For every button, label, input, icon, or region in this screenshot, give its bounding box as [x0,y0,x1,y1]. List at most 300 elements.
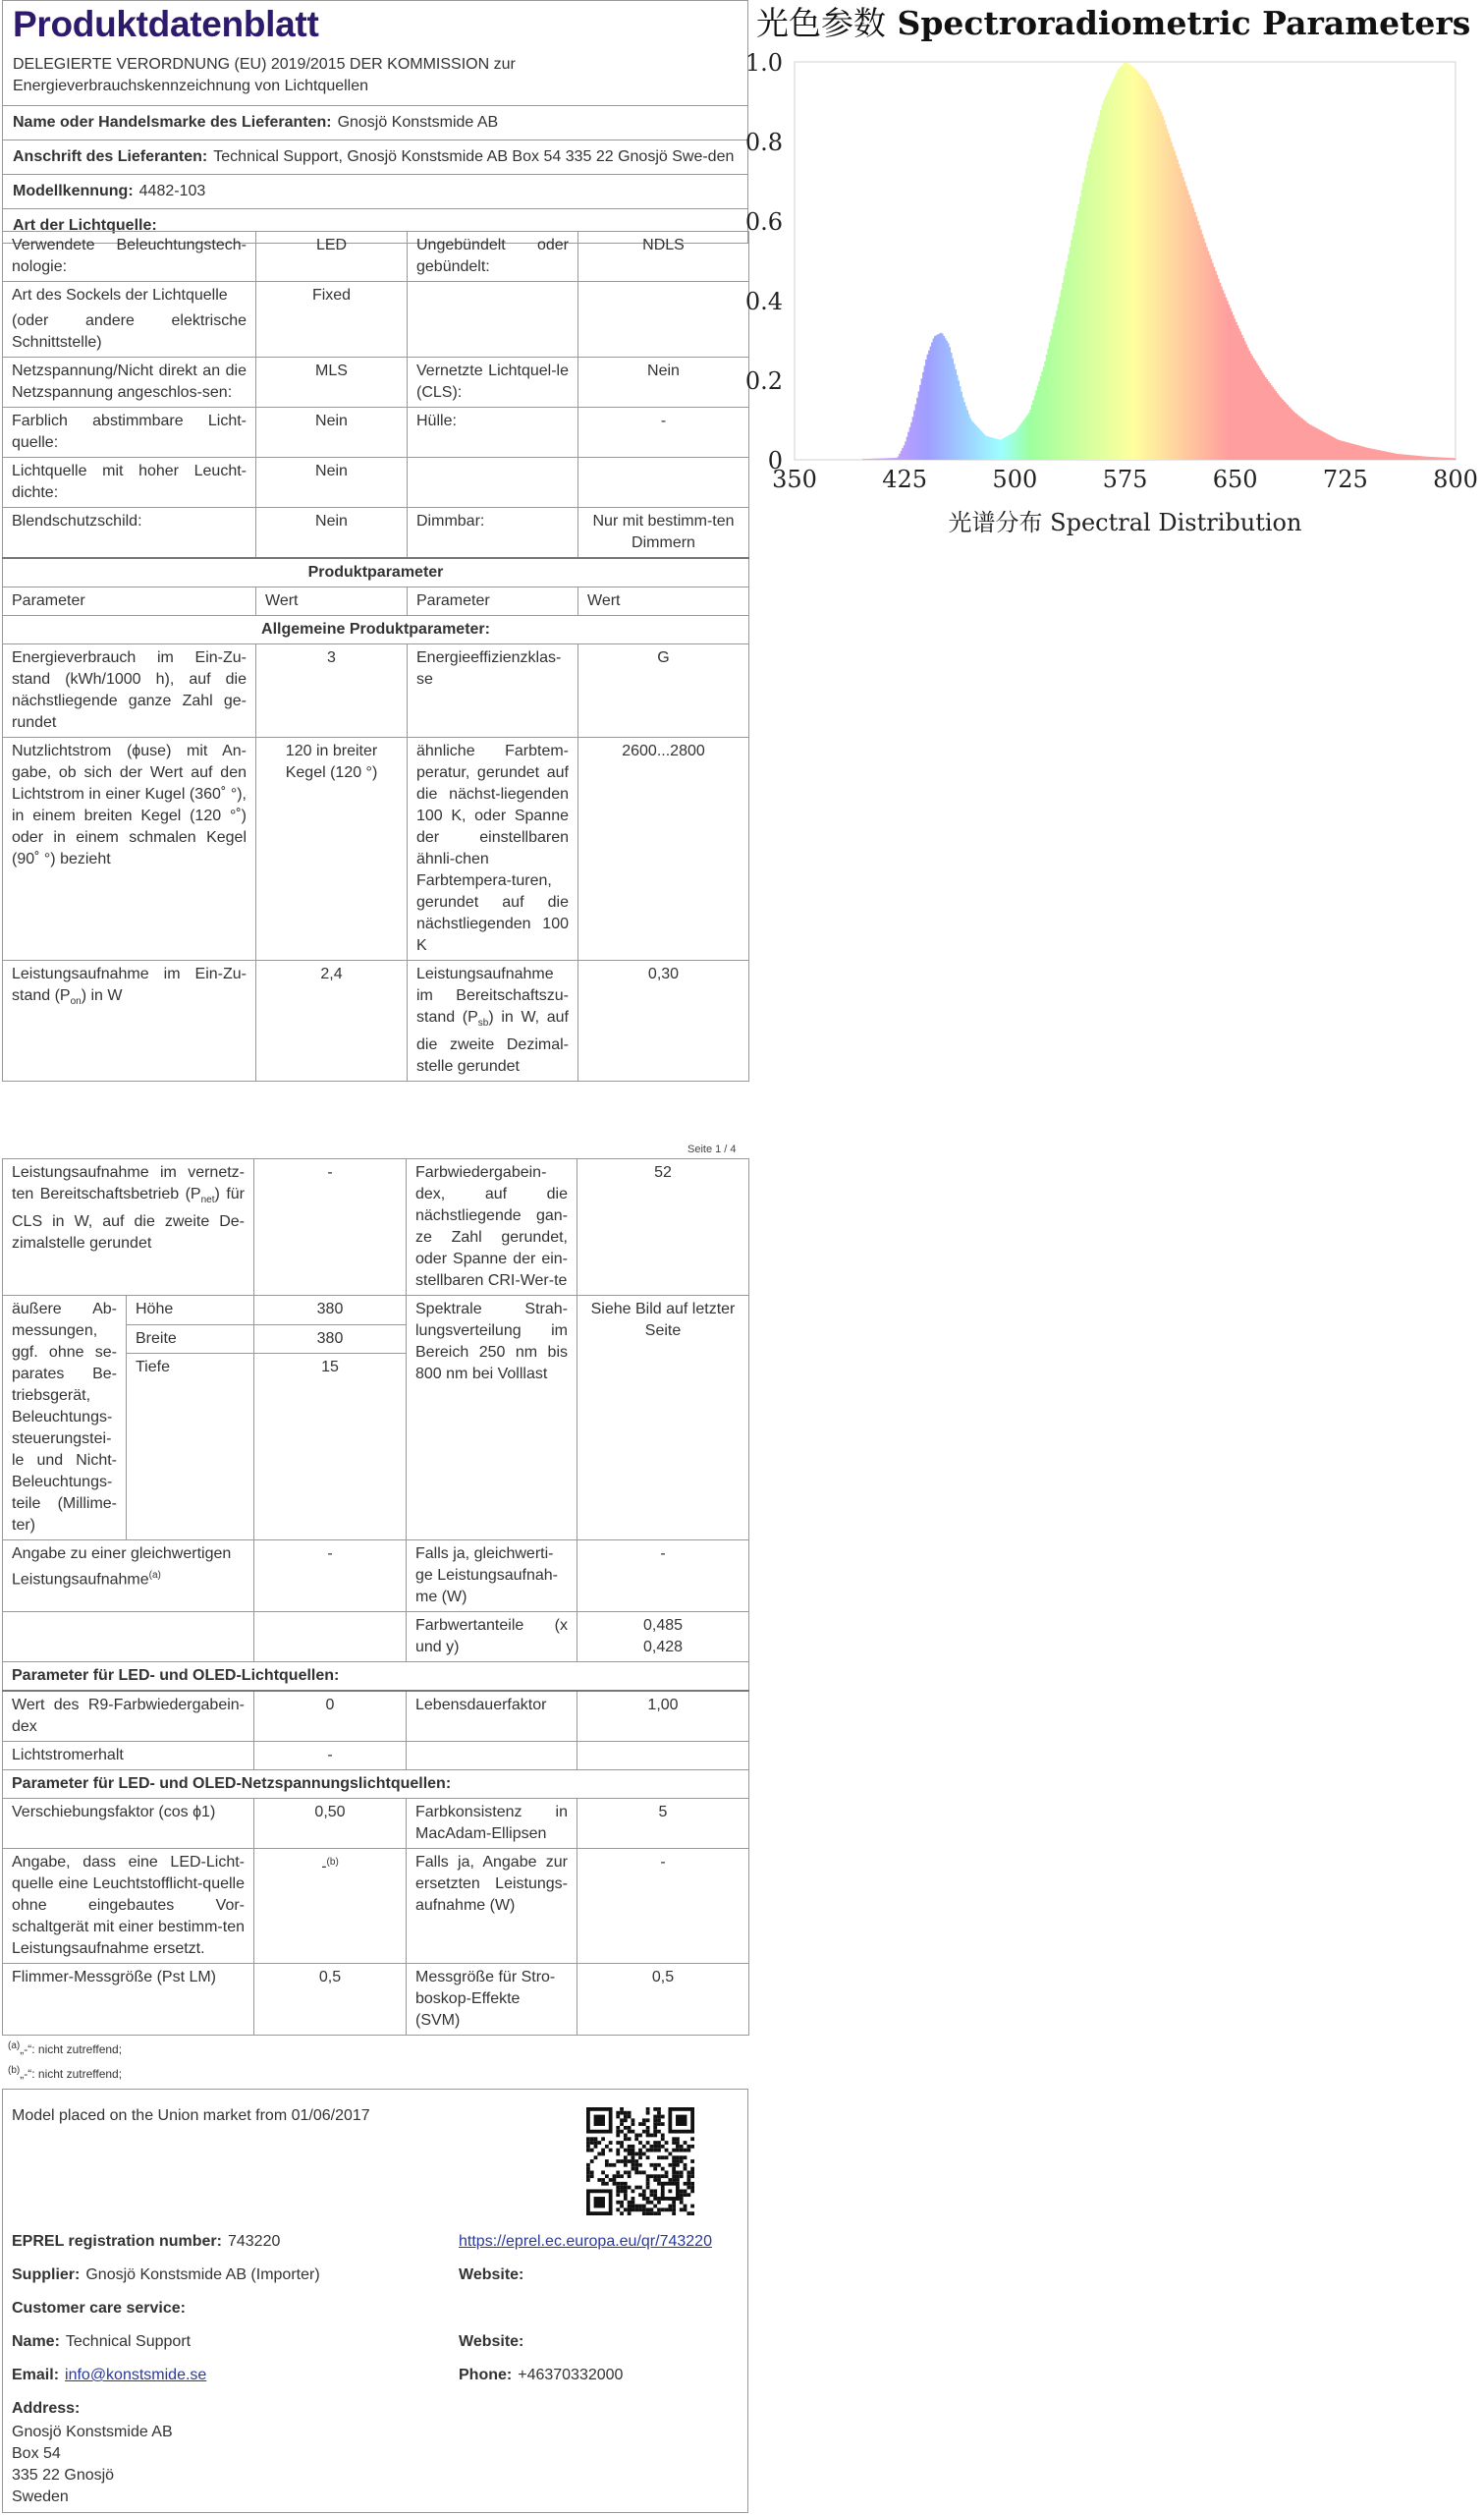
footnote-b [8,2064,122,2082]
qr-module [646,2149,650,2152]
qr-module [624,2163,628,2167]
qr-module [665,2208,669,2211]
qr-module [653,2134,657,2138]
address-line: Gnosjö Konstsmide AB [12,2423,173,2440]
qr-module [653,2115,657,2119]
table-row [3,1540,749,1612]
qr-module [672,2178,676,2182]
footnote-text: „-“: nicht zutreffend; [20,2067,123,2081]
qr-module [661,2145,665,2149]
qr-module [680,2201,684,2205]
table-cell: - [254,1159,407,1296]
column-header: Parameter [3,587,256,616]
spectral-chart [744,0,1484,550]
qr-module [680,2145,684,2149]
table-cell: Messgröße für Stro-boskop-Effekte (SVM) [407,1964,577,2036]
qr-module [649,2208,653,2211]
table-cell: 2600...2800 [578,738,749,961]
qr-module [649,2211,653,2215]
column-header: Wert [578,587,749,616]
x-tick-label: 725 [1322,466,1368,493]
qr-module [676,2178,680,2182]
website-info [459,2264,529,2286]
y-tick-label: 1.0 [744,49,783,77]
qr-module [687,2145,690,2149]
qr-module [646,2182,650,2186]
qr-module [653,2141,657,2145]
qr-module [638,2208,642,2211]
qr-module [680,2155,684,2159]
qr-module [628,2208,632,2211]
qr-module [616,2115,620,2119]
address-line: Sweden [12,2487,69,2505]
table-cell: 380 [254,1296,407,1325]
subtitle-line: DELEGIERTE VERORDNUNG (EU) 2019/2015 DER KOMMISSION zur [13,56,516,73]
qr-module [680,2149,684,2152]
qr-module [616,2149,620,2152]
section-header-row [3,1770,749,1799]
qr-module [653,2167,657,2171]
table-cell: 0,5 [254,1964,407,2036]
qr-module [657,2182,661,2186]
table-cell: Falls ja, gleichwerti-ge Leistungsaufnah-me (W) [407,1540,577,1612]
qr-module [649,2193,653,2197]
qr-module [672,2167,676,2171]
qr-module [665,2141,669,2145]
table-row [3,1296,749,1325]
table-cell: Verschiebungsfaktor (cos ϕ1) [3,1799,254,1849]
qr-module [597,2141,601,2145]
spectrum-plot [744,0,1484,550]
address-line: Box 54 [12,2444,61,2462]
address-lines [12,2422,173,2508]
qr-module [661,2167,665,2171]
table-cell: 2,4 [256,961,408,1082]
qr-module [680,2208,684,2211]
contact-phone [459,2365,623,2386]
table-row [3,1742,749,1770]
qr-module [586,2170,590,2174]
qr-module [616,2174,620,2178]
product-table-2 [2,1158,749,2036]
section-header: Allgemeine Produktparameter: [3,616,749,644]
table-row [3,508,749,559]
qr-module [690,2205,694,2208]
qr-module [653,2126,657,2130]
address-label: Anschrift des Lieferanten: [13,148,208,165]
cell-text: ) in W [81,987,123,1004]
table-cell: Spektrale Strah-lungsverteilung im Bereich 250 nm bis 800 nm bei Volllast [407,1296,577,1540]
qr-module [632,2122,635,2126]
subscript: sb [477,1018,489,1030]
model-value: 4482-103 [138,183,206,199]
qr-module [684,2163,687,2167]
table-cell: - [577,1849,749,1964]
qr-module [690,2137,694,2141]
chart-title-en: Spectroradiometric Parameters [897,4,1471,42]
qr-module [632,2201,635,2205]
qr-module [657,2163,661,2167]
qr-module [687,2186,690,2190]
table-cell: Nein [256,508,408,559]
qr-module [616,2193,620,2197]
qr-module [634,2163,638,2167]
eprel-number: 743220 [227,2233,281,2250]
qr-module [628,2186,632,2190]
qr-module [690,2189,694,2193]
table-cell [578,282,749,358]
qr-module [676,2141,680,2145]
table-cell: Angabe, dass eine LED-Licht-quelle eine Leuchtstofflicht-quelle ohne eingebautes Vor-schaltgerät mit einer bestimm-ten Leistungsaufnahme ersetzt. [3,1849,254,1964]
table-row [3,1964,749,2036]
address-block [12,2398,173,2508]
qr-module [672,2141,676,2145]
qr-module [657,2174,661,2178]
qr-module [657,2149,661,2152]
table-cell: - [577,1540,749,1612]
table-cell: Dimmbar: [408,508,578,559]
qr-module [634,2134,638,2138]
section-header: Parameter für LED- und OLED-Netzspannungslichtquellen: [3,1770,749,1799]
qr-module [665,2149,669,2152]
qr-module [638,2149,642,2152]
table-cell: Nein [256,458,408,508]
model-row [3,175,747,209]
qr-module [672,2174,676,2178]
qr-module [586,2178,590,2182]
qr-module [590,2170,594,2174]
qr-module [628,2159,632,2163]
qr-module [687,2149,690,2152]
qr-module [638,2163,642,2167]
qr-module [653,2107,657,2111]
table-cell: Lichtquelle mit hoher Leucht-dichte: [3,458,256,508]
table-cell: Nein [578,358,749,408]
qr-module [620,2145,624,2149]
x-axis-label: 光谱分布 Spectral Distribution [948,509,1302,536]
model-label: Modellkennung: [13,183,134,199]
qr-module [632,2208,635,2211]
table-row [3,232,749,282]
cell-text: Leistungsaufnahme im Bereitschaftszu-stand (P [416,966,569,1026]
qr-module [597,2178,601,2182]
qr-module [657,2115,661,2119]
qr-module [657,2155,661,2159]
qr-module [661,2122,665,2126]
website-label: Website: [459,2333,524,2350]
eprel-registration [12,2231,280,2253]
qr-module [646,2201,650,2205]
qr-module [620,2186,624,2190]
qr-module [649,2189,653,2193]
qr-module [642,2130,646,2134]
qr-module [649,2174,653,2178]
table-row [3,1691,749,1742]
qr-module [624,2118,628,2122]
qr-module [616,2182,620,2186]
type-label: Art der Lichtquelle: [13,217,157,234]
qr-module [642,2193,646,2197]
contact-email [12,2365,206,2386]
qr-module [657,2130,661,2134]
y-tick-label: 0.8 [744,129,783,156]
supplier-label: Supplier: [12,2266,81,2283]
qr-module [661,2134,665,2138]
cell-line: (oder andere elektrische Schnittstelle) [12,312,247,351]
table-row [3,1612,749,1662]
table-row [3,644,749,738]
qr-module [642,2189,646,2193]
qr-module [620,2111,624,2115]
footnote-mark: (b) [8,2065,21,2076]
qr-module [632,2149,635,2152]
address-row [3,140,747,175]
eprel-link[interactable]: https://eprel.ec.europa.eu/qr/743220 [459,2233,712,2250]
table-cell: Siehe Bild auf letzter Seite [577,1296,749,1540]
column-header: Parameter [408,587,578,616]
qr-module [690,2170,694,2174]
qr-module [638,2122,642,2126]
qr-module [687,2193,690,2197]
table-cell [407,1742,577,1770]
qr-module [642,2211,646,2215]
qr-module [628,2201,632,2205]
qr-module [657,2178,661,2182]
qr-module [642,2208,646,2211]
table-cell: MLS [256,358,408,408]
footnote-ref: (b) [326,1857,339,1868]
table-cell [577,1612,749,1662]
qr-module [661,2208,665,2211]
y-tick-label: 0.2 [744,367,783,395]
email-link[interactable]: info@konstsmide.se [65,2367,207,2383]
qr-module [632,2118,635,2122]
qr-module [684,2149,687,2152]
qr-module [632,2145,635,2149]
qr-module [634,2159,638,2163]
table-row [3,358,749,408]
qr-module [653,2174,657,2178]
qr-module [613,2163,617,2167]
chart-title-zh: 光色参数 [756,4,886,42]
qr-module [653,2211,657,2215]
table-cell [577,1742,749,1770]
qr-module [586,2163,590,2167]
qr-module [676,2137,680,2141]
qr-module [687,2174,690,2178]
cell-line: 0,485 [642,1617,684,1634]
subscript: net [200,1195,215,1206]
qr-module [620,2118,624,2122]
qr-module [676,2149,680,2152]
qr-module [653,2130,657,2134]
x-tick-label: 350 [772,466,817,493]
qr-module [634,2167,638,2171]
y-tick-label: 0 [767,447,783,475]
qr-module [605,2163,609,2167]
qr-module [653,2193,657,2197]
qr-module [609,2141,613,2145]
qr-module [653,2118,657,2122]
qr-code[interactable] [586,2107,694,2215]
qr-module [657,2118,661,2122]
eprel-link-wrap [459,2231,712,2253]
eprel-label: EPREL registration number: [12,2233,222,2250]
cell-text: Leistungsaufnahme im Ein-Zu-stand (P [12,966,247,1004]
section-header: Parameter für LED- und OLED-Lichtquellen: [3,1662,749,1692]
qr-module [624,2197,628,2201]
qr-module [657,2197,661,2201]
subtitle-line: Energieverbrauchskennzeichnung von Lichtquellen [13,78,369,94]
qr-module [620,2141,624,2145]
qr-module [668,2205,672,2208]
qr-module [665,2155,669,2159]
qr-module [661,2137,665,2141]
dimensions-label: äußere Ab-messungen, ggf. ohne se-parates Be-triebsgerät, Beleuchtungs-steuerungstei-le und Nicht-Beleuchtungs-teile (Millime-ter) [3,1296,127,1540]
qr-module [605,2174,609,2178]
qr-module [634,2137,638,2141]
supplier-value: Gnosjö Konstsmide AB [337,114,499,131]
footnote-a [8,2040,122,2057]
qr-module [690,2159,694,2163]
product-table-1 [2,231,749,1082]
qr-module [638,2170,642,2174]
qr-module [634,2205,638,2208]
qr-module [601,2137,605,2141]
qr-module [646,2111,650,2115]
table-cell: Lichtstromerhalt [3,1742,254,1770]
subscript: on [70,996,82,1008]
table-row [3,961,749,1082]
qr-module [613,2182,617,2186]
table-cell: - [254,1742,407,1770]
qr-module [653,2163,657,2167]
regulation-subtitle [3,46,747,106]
qr-module [646,2174,650,2178]
qr-module [684,2182,687,2186]
qr-module [634,2186,638,2190]
qr-module [616,2126,620,2130]
qr-module [646,2186,650,2190]
qr-module [628,2211,632,2215]
qr-module [646,2178,650,2182]
qr-module [653,2189,657,2193]
x-tick-label: 800 [1433,466,1478,493]
qr-module [628,2149,632,2152]
qr-module [638,2205,642,2208]
qr-module [687,2211,690,2215]
qr-module [642,2197,646,2201]
table-cell: G [578,644,749,738]
qr-module [690,2174,694,2178]
table-cell: Vernetzte Lichtquel-le (CLS): [408,358,578,408]
table-cell [254,1612,407,1662]
qr-module [620,2174,624,2178]
qr-module [657,2208,661,2211]
qr-module [634,2152,638,2156]
qr-module [590,2141,594,2145]
qr-module [620,2130,624,2134]
customer-care [12,2298,192,2319]
cell-line: Art des Sockels der Lichtquelle [12,287,228,304]
qr-module [628,2152,632,2156]
qr-module [597,2152,601,2156]
qr-module [676,2115,687,2126]
table-cell [3,1159,254,1296]
qr-module [620,2211,624,2215]
table-cell: Fixed [256,282,408,358]
qr-module [620,2107,624,2111]
qr-module [642,2152,646,2156]
table-cell: Nein [256,408,408,458]
qr-module [624,2182,628,2186]
qr-module [642,2205,646,2208]
table-cell: 52 [577,1159,749,1296]
qr-module [653,2122,657,2126]
qr-module [642,2145,646,2149]
qr-module [594,2137,598,2141]
qr-module [609,2163,613,2167]
table-row [3,738,749,961]
qr-module [620,2205,624,2208]
qr-module [653,2178,657,2182]
qr-module [638,2152,642,2156]
qr-module [624,2155,628,2159]
table-row [3,1799,749,1849]
qr-module [590,2159,594,2163]
qr-module [586,2167,590,2171]
qr-module [613,2174,617,2178]
qr-module [632,2152,635,2156]
qr-module [676,2174,680,2178]
table-cell: Falls ja, Angabe zur ersetzten Leistungs-aufnahme (W) [407,1849,577,1964]
qr-module [680,2189,684,2193]
qr-module [668,2152,672,2156]
cell-text: Angabe zu einer gleichwertigen Leistungsaufnahme [12,1545,232,1589]
qr-module [661,2155,665,2159]
table-cell: Nutzlichtstrom (ϕuse) mit An-gabe, ob sich der Wert auf den Lichtstrom in einer Kugel (360˚ °), in einem breiten Kegel (120 °˚) oder in einem schmalen Kegel (90˚ °) bezieht [3,738,256,961]
qr-module [649,2163,653,2167]
qr-module [616,2208,620,2211]
qr-module [620,2201,624,2205]
cell-text: ) in W, auf die zweite Dezimal-stelle gerundet [416,1009,569,1076]
cell-text: ) für CLS in W, auf die zweite De-zimalstelle gerundet [12,1186,245,1253]
qr-module [616,2152,620,2156]
qr-module [676,2145,680,2149]
qr-module [690,2182,694,2186]
qr-module [672,2155,676,2159]
qr-module [609,2178,613,2182]
qr-module [684,2167,687,2171]
table-cell: 3 [256,644,408,738]
qr-module [638,2193,642,2197]
table-cell: Höhe [127,1296,254,1325]
footnote-ref: (a) [148,1570,161,1581]
qr-module [624,2137,628,2141]
x-tick-label: 575 [1102,466,1148,493]
table-cell: - [578,408,749,458]
table-row [3,1849,749,1964]
qr-module [628,2126,632,2130]
qr-module [624,2159,628,2163]
table-cell: 0,50 [254,1799,407,1849]
qr-module [687,2182,690,2186]
eprel-info-box [2,2089,748,2513]
qr-module [657,2145,661,2149]
qr-module [624,2186,628,2190]
table-cell [408,282,578,358]
qr-module [605,2145,609,2149]
